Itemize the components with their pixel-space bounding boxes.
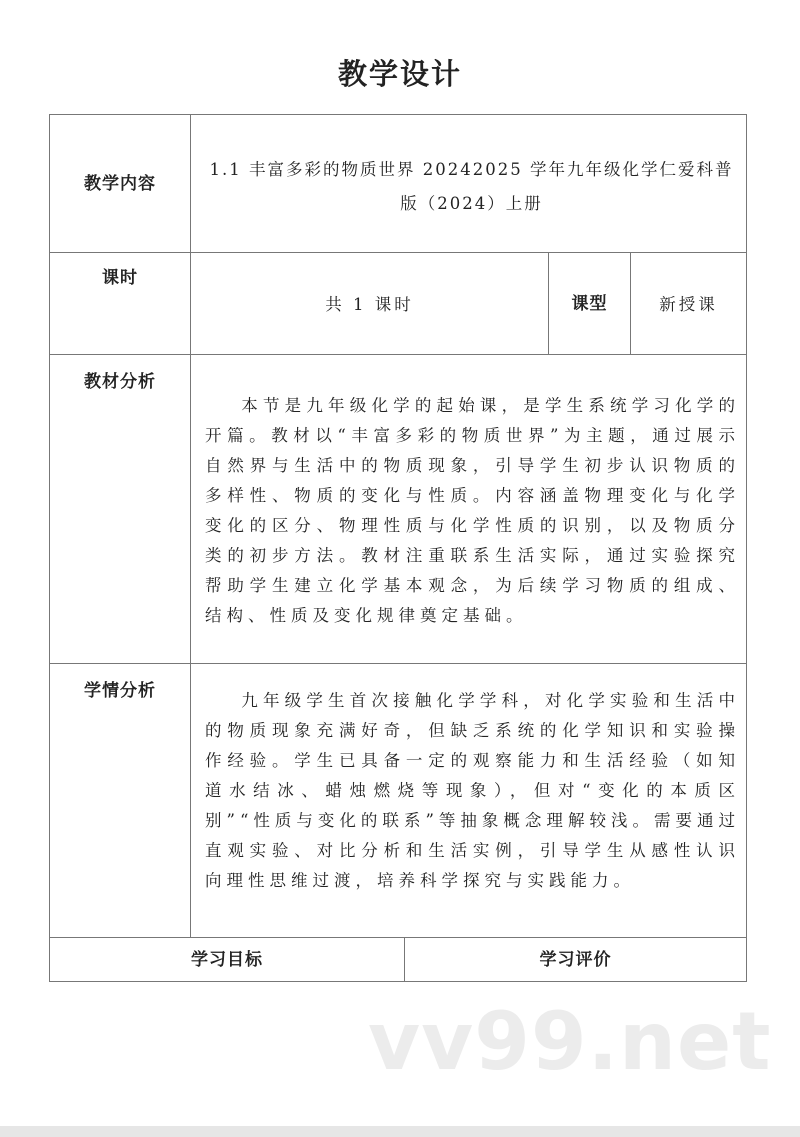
content-label	[49, 114, 191, 253]
student-analysis	[190, 663, 747, 938]
period-label	[49, 252, 191, 355]
textbook-analysis-text: 本节是九年级化学的起始课，是学生系统学习化学的开篇。教材以“丰富多彩的物质世界”为主题，通过展示自然界与生活中的物质现象，引导学生初步认识物质的多样性、物质的变化与性质。内容涵盖物理变化与化学变化的区分、物理性质与化学性质的识别，以及物质分类的初步方法。教材注重联系生活实际，通过实验探究帮助学生建立化学基本观念，为后续学习物质的组成、结构、性质及变化规律奠定基础。	[205, 396, 740, 625]
page-title: 教学设计	[337, 57, 462, 91]
content-label-text: 教学内容	[84, 174, 156, 194]
content-value-text: 1.1 丰富多彩的物质世界 20242025 学年九年级化学仁爱科普版（2024）上册	[209, 160, 734, 213]
type-value	[630, 252, 747, 355]
textbook-analysis	[190, 354, 747, 664]
watermark: vv99.net	[368, 995, 772, 1088]
type-value-text: 新授课	[659, 295, 718, 314]
period-label-text: 课时	[102, 268, 138, 288]
students-label-text: 学情分析	[84, 681, 156, 701]
evaluation-header	[404, 937, 747, 982]
textbook-label	[49, 354, 191, 664]
students-label	[49, 663, 191, 938]
type-label-text: 课型	[571, 294, 608, 314]
student-analysis-text: 九年级学生首次接触化学学科，对化学实验和生活中的物质现象充满好奇，但缺乏系统的化学知识和实验操作经验。学生已具备一定的观察能力和生活经验（如知道水结冰、蜡烛燃烧等现象），但对“变化的本质区别”“性质与变化的联系”等抽象概念理解较浅。需要通过直观实验、对比分析和生活实例，引导学生从感性认识向理性思维过渡，培养科学探究与实践能力。	[205, 691, 740, 890]
content-value	[190, 114, 747, 253]
period-value-text: 共 1 课时	[325, 295, 414, 314]
textbook-label-text: 教材分析	[84, 372, 156, 392]
period-value	[190, 252, 549, 355]
goals-header	[49, 937, 405, 982]
type-label	[548, 252, 631, 355]
goals-header-text: 学习目标	[191, 950, 263, 970]
evaluation-header-text: 学习评价	[539, 950, 612, 970]
page-bottom-band	[0, 1126, 800, 1137]
